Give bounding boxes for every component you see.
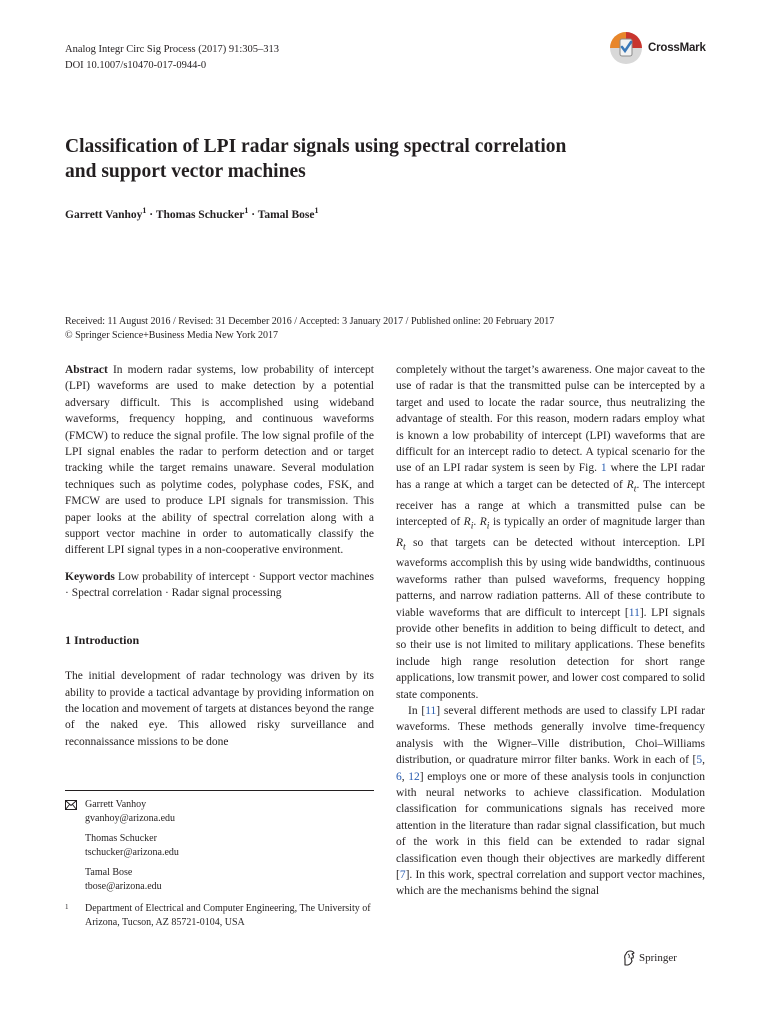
author-affiliation-mark[interactable]: 1 — [314, 206, 319, 215]
body-text: . — [473, 515, 480, 528]
author-separator: · — [146, 208, 156, 221]
crossmark-label: CrossMark — [648, 42, 706, 54]
body-text: ] several different methods are used to classify LPI radar waveforms. These methods generally involve time-frequency analysis with the Wigner–Ville distribution, Choi–Williams distribution, or quadrature mirror filter banks. Work in each of [ — [396, 705, 705, 767]
affiliation-text: Department of Electrical and Computer Engineering, The University of Arizona, Tucson, AZ 85721-0104, USA — [85, 903, 371, 928]
publisher-logo — [622, 950, 677, 966]
citation-link[interactable]: 11 — [628, 606, 640, 619]
body-text: completely without the target’s awareness. One major caveat to the use of radar is that the transmitted pulse can be intercepted by a target and used to locate the radar source, thus neutralizing the advantage of stealth. For this reason, modern radars employ what is known a low probability of intercept (LPI) waveforms that are difficult for an intercept radio to detect. A typical scenario for the use of an LPI radar system is seen by Fig. — [396, 364, 705, 475]
math-subscript: t — [403, 540, 406, 552]
figure-link[interactable]: 1 — [600, 462, 607, 475]
crossmark-badge[interactable] — [609, 30, 709, 66]
contact-entry — [85, 832, 374, 860]
affiliation-footnote — [65, 902, 374, 930]
math-subscript: i — [486, 520, 490, 532]
author-affiliation-mark[interactable]: 1 — [244, 206, 249, 215]
author-contacts — [65, 798, 374, 900]
springer-horse-icon — [622, 950, 636, 966]
body-text: where the LPI radar has a range at which a target can be detected of — [396, 462, 705, 491]
citation-link[interactable]: 6 — [396, 770, 402, 783]
body-text: ] employs one or more of these analysis tools in conjunction with neural networks to achieve classification. Modulation classification for communications signals has received more attention in the literature than radar signal classification, but much of the work in this field can be extended to radar signal classification even though their objectives are markedly different [ — [396, 770, 705, 882]
envelope-icon — [65, 800, 77, 810]
doi-line[interactable]: DOI 10.1007/s10470-017-0944-0 — [65, 60, 207, 71]
body-text: so that targets can be detected without interception. LPI waveforms accomplish this by using wide bandwidths, continuous waveforms rather than pulsed waveforms, frequency hopping patterns, and narrow radiation patterns. All of these contribute to viable waveforms that are difficult to intercept [ — [396, 536, 705, 619]
section-heading-introduction: 1 Introduction — [65, 632, 140, 647]
body-paragraph-1 — [396, 362, 705, 703]
article-title — [65, 134, 685, 184]
math-symbol: R — [626, 478, 634, 491]
contact-name: Thomas Schucker — [85, 833, 157, 844]
copyright-line: © Springer Science+Business Media New York 2017 — [65, 330, 278, 341]
body-paragraph-2 — [396, 703, 705, 900]
affiliation-number: 1 — [65, 903, 69, 911]
author-name: Thomas Schucker — [155, 208, 245, 221]
contact-entry — [85, 798, 374, 826]
author-name: Tamal Bose — [257, 208, 315, 221]
body-text: In [ — [408, 705, 426, 718]
author-separator: · — [248, 208, 258, 221]
body-text: , — [401, 770, 409, 783]
journal-citation — [65, 42, 279, 74]
crossmark-icon — [609, 30, 643, 66]
contact-email[interactable]: tbose@arizona.edu — [85, 881, 162, 892]
citation-link[interactable]: 5 — [696, 754, 703, 767]
author-name: Garrett Vanhoy — [65, 208, 143, 221]
body-text: is typically an order of magnitude larger than — [489, 515, 705, 528]
contact-email[interactable]: tschucker@arizona.edu — [85, 847, 179, 858]
body-text: , — [702, 754, 705, 767]
math-subscript: t — [633, 483, 637, 495]
abstract-paragraph — [65, 362, 374, 559]
intro-paragraph: The initial development of radar technology was driven by its ability to provide a tactical advantage by providing information on the location and movement of targets at distances beyond the range of the naked eye. This allowed risky surveillance and reconnaissance missions to be done — [65, 670, 374, 748]
body-text: ]. LPI signals provide other benefits in addition to being difficult to detect, and so their use is not limited to military applications. These benefits include high range resolution detection for short range applications, low transmit power, and lower cost compared to solid state components. — [396, 606, 705, 701]
publication-history — [65, 315, 705, 343]
publisher-name: Springer — [639, 952, 677, 964]
title-line-2: and support vector machines — [65, 161, 306, 182]
math-subscript: i — [470, 520, 474, 532]
contact-name: Garrett Vanhoy — [85, 799, 147, 810]
contact-name: Tamal Bose — [85, 867, 133, 878]
math-symbol: R — [396, 536, 404, 549]
abstract-text: In modern radar systems, low probability of intercept (LPI) waveforms are used to make detection by a potential adversary difficult. This is accomplished using wideband waveforms, frequency hopping, and continuous waveforms (FMCW) to reduce the signal profile. The low signal profile of the LPI signal enables the radar to perform detection and or target tracking while the target remains unaware. Several modulation techniques such as polytime codes, polyphase codes, FSK, and FMCW are used to produce LPI signals for transmission. This paper looks at the ability of spectral correlation along with a support vector machine in order to automatically classify the different LPI signal types in a non-cooperative environment. — [65, 364, 374, 557]
author-affiliation-mark[interactable]: 1 — [142, 206, 147, 215]
contact-entry — [85, 866, 374, 894]
title-line-1: Classification of LPI radar signals using spectral correlation — [65, 136, 567, 157]
keywords-text: Low probability of intercept · Support vector machines · Spectral correlation · Radar signal processing — [65, 570, 375, 600]
contact-email[interactable]: gvanhoy@arizona.edu — [85, 813, 176, 824]
citation-link[interactable]: 11 — [425, 705, 437, 718]
left-column — [65, 362, 374, 750]
math-symbol: R — [479, 515, 487, 528]
author-list — [65, 206, 318, 221]
citation-link[interactable]: 7 — [399, 869, 406, 882]
received-dates: Received: 11 August 2016 / Revised: 31 December 2016 / Accepted: 3 January 2017 / Published online: 20 February 2017 — [65, 316, 555, 327]
abstract-heading: Abstract — [65, 364, 108, 376]
math-symbol: R — [463, 515, 471, 528]
keywords-heading: Keywords — [65, 570, 115, 583]
keywords-paragraph — [65, 569, 374, 602]
body-text: ]. In this work, spectral correlation and support vector machines, which are the mechanisms behind the signal — [396, 869, 705, 898]
footnote-divider — [65, 790, 374, 791]
journal-volume-line: Analog Integr Circ Sig Process (2017) 91:305–313 — [65, 44, 280, 55]
right-column — [396, 362, 705, 900]
citation-link[interactable]: 12 — [408, 770, 420, 783]
body-text: . The intercept receiver has a range at which a transmitted pulse can be intercepted of — [396, 478, 705, 528]
